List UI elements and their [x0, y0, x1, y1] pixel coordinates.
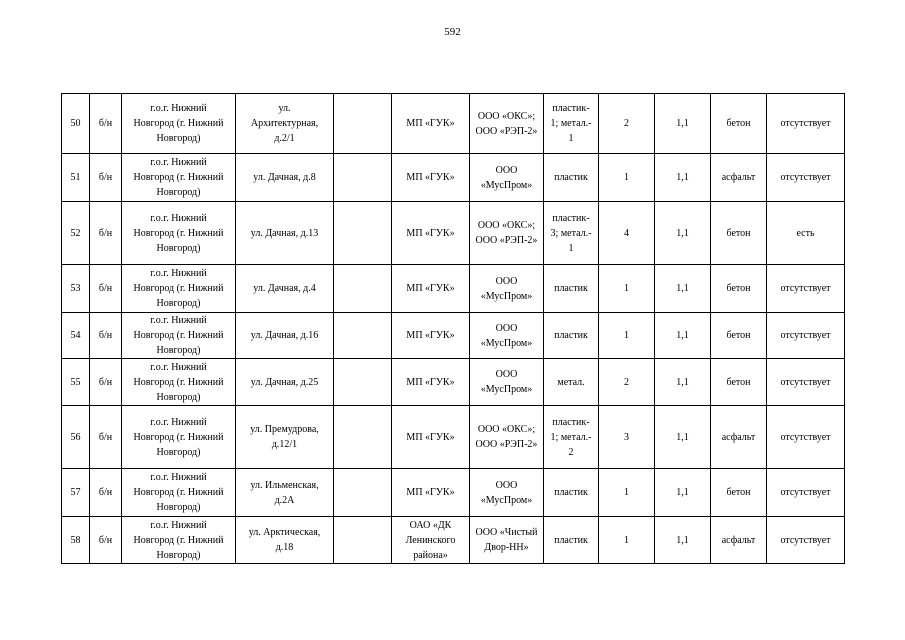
empty-cell	[334, 202, 392, 265]
code-cell: б/н	[90, 94, 122, 154]
container-material-cell: пластик	[544, 154, 599, 202]
carrier-cell: ООО «МусПром»	[470, 265, 544, 313]
fence-cell: отсутствует	[767, 313, 845, 359]
code-cell: б/н	[90, 406, 122, 469]
organization-cell: МП «ГУК»	[392, 406, 470, 469]
container-count-cell: 1	[599, 517, 655, 564]
organization-cell: МП «ГУК»	[392, 359, 470, 406]
carrier-cell: ООО «ОКС»; ООО «РЭП-2»	[470, 202, 544, 265]
empty-cell	[334, 94, 392, 154]
locality-cell: г.о.г. Нижний Новгород (г. Нижний Новгород)	[122, 94, 236, 154]
empty-cell	[334, 359, 392, 406]
container-count-cell: 1	[599, 313, 655, 359]
row-number-cell: 55	[62, 359, 90, 406]
address-cell: ул. Дачная, д.16	[236, 313, 334, 359]
row-number-cell: 56	[62, 406, 90, 469]
container-material-cell: метал.	[544, 359, 599, 406]
code-cell: б/н	[90, 517, 122, 564]
container-material-cell: пластик- 3; метал.- 1	[544, 202, 599, 265]
row-number-cell: 51	[62, 154, 90, 202]
table-row	[62, 154, 845, 202]
surface-cell: бетон	[711, 313, 767, 359]
organization-cell: МП «ГУК»	[392, 154, 470, 202]
carrier-cell: ООО «МусПром»	[470, 154, 544, 202]
container-material-cell: пластик	[544, 313, 599, 359]
surface-cell: бетон	[711, 202, 767, 265]
organization-cell: МП «ГУК»	[392, 469, 470, 517]
fence-cell: есть	[767, 202, 845, 265]
surface-cell: асфальт	[711, 406, 767, 469]
container-count-cell: 2	[599, 359, 655, 406]
container-count-cell: 1	[599, 154, 655, 202]
row-number-cell: 53	[62, 265, 90, 313]
organization-cell: МП «ГУК»	[392, 202, 470, 265]
locality-cell: г.о.г. Нижний Новгород (г. Нижний Новгород)	[122, 359, 236, 406]
address-cell: ул. Дачная, д.25	[236, 359, 334, 406]
table-row	[62, 517, 845, 564]
address-cell: ул. Архитектурная, д.2/1	[236, 94, 334, 154]
table-row	[62, 313, 845, 359]
locality-cell: г.о.г. Нижний Новгород (г. Нижний Новгород)	[122, 313, 236, 359]
locality-cell: г.о.г. Нижний Новгород (г. Нижний Новгород)	[122, 154, 236, 202]
surface-cell: бетон	[711, 469, 767, 517]
organization-cell: МП «ГУК»	[392, 265, 470, 313]
empty-cell	[334, 265, 392, 313]
container-material-cell: пластик- 1; метал.- 2	[544, 406, 599, 469]
code-cell: б/н	[90, 265, 122, 313]
empty-cell	[334, 406, 392, 469]
container-volume-cell: 1,1	[655, 406, 711, 469]
container-volume-cell: 1,1	[655, 154, 711, 202]
locality-cell: г.о.г. Нижний Новгород (г. Нижний Новгород)	[122, 265, 236, 313]
fence-cell: отсутствует	[767, 265, 845, 313]
address-cell: ул. Дачная, д.13	[236, 202, 334, 265]
row-number-cell: 57	[62, 469, 90, 517]
surface-cell: бетон	[711, 265, 767, 313]
carrier-cell: ООО «МусПром»	[470, 469, 544, 517]
container-volume-cell: 1,1	[655, 313, 711, 359]
fence-cell: отсутствует	[767, 469, 845, 517]
container-volume-cell: 1,1	[655, 202, 711, 265]
carrier-cell: ООО «ОКС»; ООО «РЭП-2»	[470, 94, 544, 154]
organization-cell: МП «ГУК»	[392, 313, 470, 359]
fence-cell: отсутствует	[767, 359, 845, 406]
page-number: 592	[444, 26, 461, 38]
row-number-cell: 52	[62, 202, 90, 265]
code-cell: б/н	[90, 313, 122, 359]
row-number-cell: 54	[62, 313, 90, 359]
carrier-cell: ООО «ОКС»; ООО «РЭП-2»	[470, 406, 544, 469]
fence-cell: отсутствует	[767, 406, 845, 469]
container-volume-cell: 1,1	[655, 469, 711, 517]
container-volume-cell: 1,1	[655, 94, 711, 154]
surface-cell: асфальт	[711, 154, 767, 202]
container-sites-table	[61, 93, 845, 564]
container-material-cell: пластик	[544, 469, 599, 517]
address-cell: ул. Ильменская, д.2А	[236, 469, 334, 517]
container-count-cell: 2	[599, 94, 655, 154]
container-count-cell: 4	[599, 202, 655, 265]
code-cell: б/н	[90, 202, 122, 265]
organization-cell: ОАО «ДК Ленинского района»	[392, 517, 470, 564]
code-cell: б/н	[90, 154, 122, 202]
empty-cell	[334, 517, 392, 564]
row-number-cell: 58	[62, 517, 90, 564]
carrier-cell: ООО «МусПром»	[470, 359, 544, 406]
surface-cell: асфальт	[711, 517, 767, 564]
locality-cell: г.о.г. Нижний Новгород (г. Нижний Новгород)	[122, 469, 236, 517]
container-volume-cell: 1,1	[655, 265, 711, 313]
container-count-cell: 1	[599, 469, 655, 517]
carrier-cell: ООО «МусПром»	[470, 313, 544, 359]
row-number-cell: 50	[62, 94, 90, 154]
code-cell: б/н	[90, 359, 122, 406]
carrier-cell: ООО «Чистый Двор-НН»	[470, 517, 544, 564]
container-count-cell: 3	[599, 406, 655, 469]
table-row	[62, 202, 845, 265]
table-row	[62, 406, 845, 469]
container-count-cell: 1	[599, 265, 655, 313]
container-material-cell: пластик	[544, 517, 599, 564]
empty-cell	[334, 154, 392, 202]
code-cell: б/н	[90, 469, 122, 517]
surface-cell: бетон	[711, 94, 767, 154]
container-material-cell: пластик	[544, 265, 599, 313]
address-cell: ул. Премудрова, д.12/1	[236, 406, 334, 469]
table-row	[62, 359, 845, 406]
empty-cell	[334, 469, 392, 517]
table-row	[62, 265, 845, 313]
table-row	[62, 469, 845, 517]
table-row	[62, 94, 845, 154]
container-material-cell: пластик- 1; метал.- 1	[544, 94, 599, 154]
container-volume-cell: 1,1	[655, 517, 711, 564]
address-cell: ул. Арктическая, д.18	[236, 517, 334, 564]
locality-cell: г.о.г. Нижний Новгород (г. Нижний Новгород)	[122, 202, 236, 265]
surface-cell: бетон	[711, 359, 767, 406]
locality-cell: г.о.г. Нижний Новгород (г. Нижний Новгород)	[122, 406, 236, 469]
locality-cell: г.о.г. Нижний Новгород (г. Нижний Новгород)	[122, 517, 236, 564]
container-volume-cell: 1,1	[655, 359, 711, 406]
address-cell: ул. Дачная, д.8	[236, 154, 334, 202]
empty-cell	[334, 313, 392, 359]
fence-cell: отсутствует	[767, 154, 845, 202]
fence-cell: отсутствует	[767, 94, 845, 154]
fence-cell: отсутствует	[767, 517, 845, 564]
organization-cell: МП «ГУК»	[392, 94, 470, 154]
address-cell: ул. Дачная, д.4	[236, 265, 334, 313]
